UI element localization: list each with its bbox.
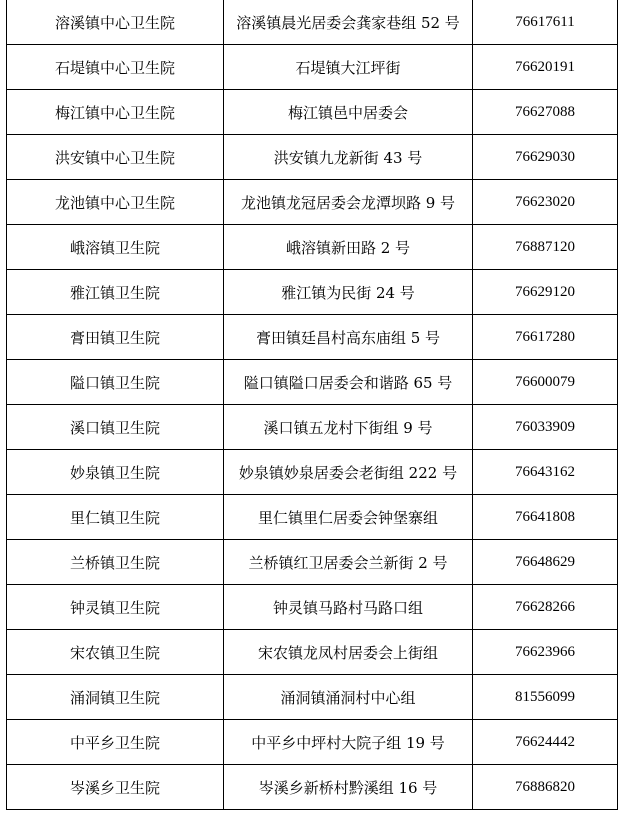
- phone-cell: 76628266: [473, 585, 618, 630]
- health-center-table: [6, 0, 618, 810]
- phone-cell: 76617611: [473, 0, 618, 45]
- table-row: [7, 180, 618, 225]
- address-cell: 溪口镇五龙村下街组 9 号: [224, 405, 473, 450]
- address-cell: 溶溪镇晨光居委会龚家巷组 52 号: [224, 0, 473, 45]
- address-cell: 雅江镇为民街 24 号: [224, 270, 473, 315]
- address-cell: 里仁镇里仁居委会钟堡寨组: [224, 495, 473, 540]
- table-row: [7, 495, 618, 540]
- center-name-cell: 兰桥镇卫生院: [7, 540, 224, 585]
- address-cell: 妙泉镇妙泉居委会老街组 222 号: [224, 450, 473, 495]
- table-row: [7, 135, 618, 180]
- phone-cell: 76623020: [473, 180, 618, 225]
- table-row: [7, 90, 618, 135]
- phone-cell: 76643162: [473, 450, 618, 495]
- center-name-cell: 妙泉镇卫生院: [7, 450, 224, 495]
- table-row: [7, 45, 618, 90]
- address-cell: 涌洞镇涌洞村中心组: [224, 675, 473, 720]
- table-row: [7, 225, 618, 270]
- center-name-cell: 峨溶镇卫生院: [7, 225, 224, 270]
- phone-cell: 76641808: [473, 495, 618, 540]
- address-cell: 梅江镇邑中居委会: [224, 90, 473, 135]
- center-name-cell: 龙池镇中心卫生院: [7, 180, 224, 225]
- address-cell: 兰桥镇红卫居委会兰新街 2 号: [224, 540, 473, 585]
- center-name-cell: 隘口镇卫生院: [7, 360, 224, 405]
- table-row: [7, 675, 618, 720]
- center-name-cell: 里仁镇卫生院: [7, 495, 224, 540]
- phone-cell: 76617280: [473, 315, 618, 360]
- table-body: [7, 0, 618, 810]
- table-row: [7, 360, 618, 405]
- center-name-cell: 岑溪乡卫生院: [7, 765, 224, 810]
- phone-cell: 76624442: [473, 720, 618, 765]
- phone-cell: 76033909: [473, 405, 618, 450]
- center-name-cell: 宋农镇卫生院: [7, 630, 224, 675]
- center-name-cell: 溪口镇卫生院: [7, 405, 224, 450]
- phone-cell: 76629120: [473, 270, 618, 315]
- address-cell: 峨溶镇新田路 2 号: [224, 225, 473, 270]
- center-name-cell: 中平乡卫生院: [7, 720, 224, 765]
- table-row: [7, 720, 618, 765]
- table-row: [7, 405, 618, 450]
- address-cell: 宋农镇龙凤村居委会上街组: [224, 630, 473, 675]
- address-cell: 龙池镇龙冠居委会龙潭坝路 9 号: [224, 180, 473, 225]
- center-name-cell: 涌洞镇卫生院: [7, 675, 224, 720]
- table-row: [7, 0, 618, 45]
- address-cell: 膏田镇廷昌村高东庙组 5 号: [224, 315, 473, 360]
- center-name-cell: 洪安镇中心卫生院: [7, 135, 224, 180]
- phone-cell: 76600079: [473, 360, 618, 405]
- address-cell: 石堤镇大江坪街: [224, 45, 473, 90]
- address-cell: 钟灵镇马路村马路口组: [224, 585, 473, 630]
- phone-cell: 76887120: [473, 225, 618, 270]
- center-name-cell: 雅江镇卫生院: [7, 270, 224, 315]
- address-cell: 中平乡中坪村大院子组 19 号: [224, 720, 473, 765]
- address-cell: 洪安镇九龙新街 43 号: [224, 135, 473, 180]
- table-row: [7, 450, 618, 495]
- table-row: [7, 270, 618, 315]
- table-row: [7, 630, 618, 675]
- phone-cell: 76629030: [473, 135, 618, 180]
- center-name-cell: 溶溪镇中心卫生院: [7, 0, 224, 45]
- phone-cell: 76620191: [473, 45, 618, 90]
- phone-cell: 76623966: [473, 630, 618, 675]
- table-row: [7, 540, 618, 585]
- center-name-cell: 石堤镇中心卫生院: [7, 45, 224, 90]
- phone-cell: 76648629: [473, 540, 618, 585]
- phone-cell: 76886820: [473, 765, 618, 810]
- table-row: [7, 585, 618, 630]
- address-cell: 隘口镇隘口居委会和谐路 65 号: [224, 360, 473, 405]
- center-name-cell: 膏田镇卫生院: [7, 315, 224, 360]
- phone-cell: 76627088: [473, 90, 618, 135]
- table-row: [7, 315, 618, 360]
- phone-cell: 81556099: [473, 675, 618, 720]
- center-name-cell: 梅江镇中心卫生院: [7, 90, 224, 135]
- center-name-cell: 钟灵镇卫生院: [7, 585, 224, 630]
- address-cell: 岑溪乡新桥村黔溪组 16 号: [224, 765, 473, 810]
- table-row: [7, 765, 618, 810]
